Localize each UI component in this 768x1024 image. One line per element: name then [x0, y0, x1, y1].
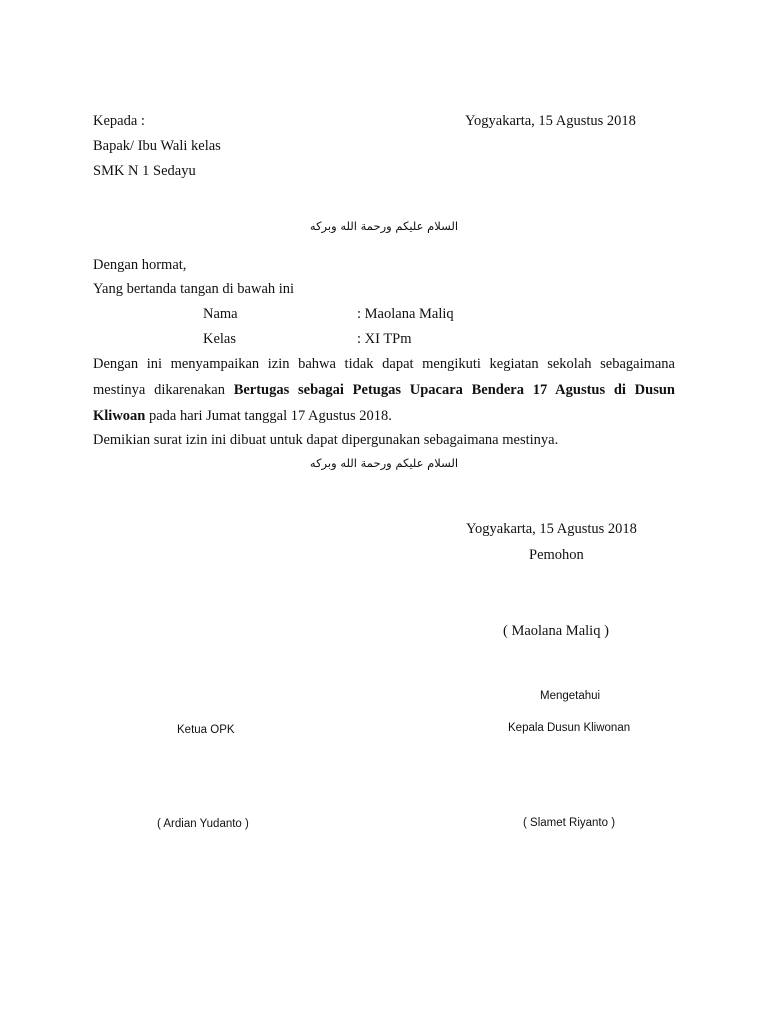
arabic-greeting: السلام عليكم ورحمة الله وبركه	[309, 219, 459, 233]
opening-greeting: Dengan hormat,	[93, 257, 187, 273]
identity-label-nama: Nama	[203, 306, 238, 322]
signature-name: ( Maolana Maliq )	[503, 623, 609, 639]
body-line-2-prefix: mestinya dikarenakan	[93, 382, 234, 398]
body-line-2-bold: Bertugas sebagai Petugas Upacara Bendera 17 Agustus di Dusun	[233, 382, 675, 398]
kepada-label: Kepada :	[93, 113, 145, 129]
arabic-closing: السلام عليكم ورحمة الله وبركه	[309, 456, 459, 470]
header-place-date: Yogyakarta, 15 Agustus 2018	[465, 113, 636, 129]
closing-sentence: Demikian surat izin ini dibuat untuk dapat dipergunakan sebagaimana mestinya.	[93, 432, 559, 448]
body-line-3-rest: pada hari Jumat tanggal 17 Agustus 2018.	[145, 408, 392, 424]
body-line-2	[93, 377, 675, 403]
intro-line: Yang bertanda tangan di bawah ini	[93, 281, 295, 297]
body-line-3	[93, 403, 675, 429]
body-line-1: Dengan ini menyampaikan izin bahwa tidak dapat mengikuti kegiatan sekolah sebagaimana	[93, 356, 675, 372]
body-line-3-bold: Kliwoan	[93, 408, 146, 424]
signature-place-date: Yogyakarta, 15 Agustus 2018	[466, 521, 637, 537]
body-paragraph	[93, 351, 675, 429]
recipient-line-2: SMK N 1 Sedayu	[93, 163, 196, 179]
approval-right-heading: Mengetahui	[540, 690, 601, 702]
identity-label-kelas: Kelas	[203, 331, 237, 347]
approval-left-title: Ketua OPK	[177, 724, 235, 736]
signature-role: Pemohon	[529, 547, 584, 563]
identity-value-nama: : Maolana Maliq	[357, 306, 454, 322]
approval-left-name: ( Ardian Yudanto )	[157, 818, 249, 830]
recipient-line-1: Bapak/ Ibu Wali kelas	[93, 138, 221, 154]
approval-right-title: Kepala Dusun Kliwonan	[508, 722, 631, 734]
approval-right-name: ( Slamet Riyanto )	[523, 817, 616, 829]
identity-value-kelas: : XI TPm	[357, 331, 412, 347]
